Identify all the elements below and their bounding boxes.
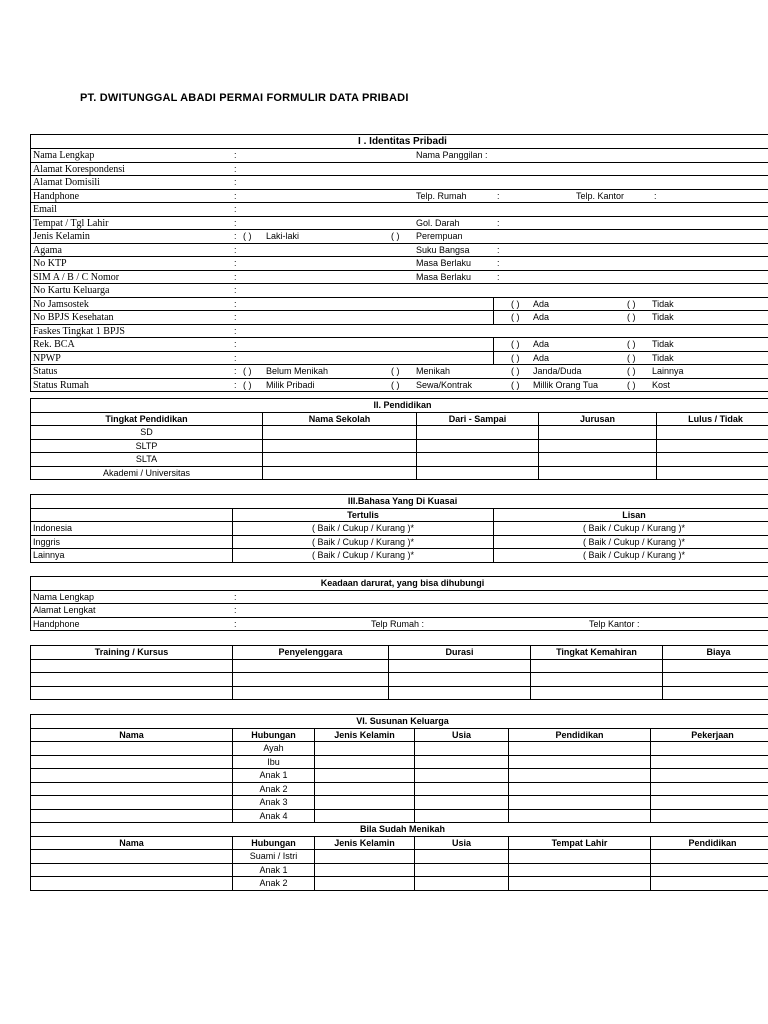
input-cell[interactable] (417, 453, 539, 467)
input-cell[interactable] (509, 769, 651, 783)
label-masa-berlaku: Masa Berlaku (416, 258, 472, 268)
colon: : (497, 271, 500, 282)
label-kk: No Kartu Keluarga (33, 285, 110, 296)
input-cell[interactable] (657, 453, 768, 467)
checkbox-tidak[interactable]: ( ) (627, 312, 636, 322)
col-lisan: Lisan (494, 508, 768, 522)
col-nama: Nama (31, 728, 233, 742)
input-cell[interactable] (415, 782, 509, 796)
input-cell[interactable] (31, 850, 233, 864)
training-table (30, 645, 768, 700)
input-cell[interactable] (31, 863, 233, 877)
label-tidak: Tidak (652, 352, 674, 363)
label-status-rumah: Status Rumah (33, 379, 89, 391)
row-npwp[interactable] (31, 351, 768, 365)
colon: : (234, 366, 237, 376)
row-ktp[interactable] (31, 257, 768, 271)
rel-suami-istri: Suami / Istri (233, 850, 315, 864)
colon: : (234, 298, 237, 309)
colon: : (234, 312, 237, 322)
section-2-header: II. Pendidikan (31, 399, 768, 413)
colon: : (234, 231, 237, 241)
input-cell[interactable] (263, 439, 417, 453)
input-cell[interactable] (663, 686, 768, 700)
label-alamat-domisili: Alamat Domisili (33, 177, 100, 188)
label-darurat-telp-rumah: Telp Rumah : (371, 618, 425, 629)
colon: : (497, 190, 500, 201)
input-cell[interactable] (315, 742, 415, 756)
label-kost: Kost (652, 379, 671, 390)
label-jenis-kelamin: Jenis Kelamin (33, 231, 90, 242)
input-cell[interactable] (415, 877, 509, 891)
input-cell[interactable] (651, 755, 768, 769)
scale-tertulis[interactable]: ( Baik / Cukup / Kurang )* (233, 535, 494, 549)
input-cell[interactable] (651, 769, 768, 783)
input-cell[interactable] (315, 769, 415, 783)
input-cell[interactable] (31, 769, 233, 783)
label-lainnya: Lainnya (652, 366, 684, 376)
input-cell[interactable] (263, 466, 417, 480)
colon: : (234, 285, 237, 295)
input-cell[interactable] (315, 850, 415, 864)
label-menikah: Menikah (416, 366, 451, 376)
colon: : (234, 204, 237, 214)
col-biaya: Biaya (663, 646, 768, 660)
row-sim[interactable] (31, 270, 768, 284)
lang-lainnya: Lainnya (31, 549, 233, 563)
input-cell[interactable] (509, 863, 651, 877)
colon: : (234, 177, 237, 187)
colon: : (497, 217, 500, 228)
label-ktp: No KTP (33, 258, 67, 269)
input-cell[interactable] (509, 877, 651, 891)
input-cell[interactable] (233, 673, 389, 687)
section-4-header: Keadaan darurat, yang bisa dihubungi (31, 577, 768, 591)
row-jamsostek[interactable] (31, 297, 768, 311)
colon: : (497, 244, 500, 255)
input-cell[interactable] (233, 659, 389, 673)
input-cell[interactable] (651, 850, 768, 864)
row-rek-bca[interactable] (31, 338, 768, 352)
checkbox-sewa[interactable]: ( ) (391, 379, 400, 390)
input-cell[interactable] (31, 673, 233, 687)
checkbox-milik-ortu[interactable]: ( ) (511, 379, 520, 390)
row-handphone[interactable] (31, 189, 768, 203)
section-1-header: I . Identitas Pribadi (31, 135, 768, 149)
keluarga-table (30, 714, 768, 891)
checkbox-lainnya[interactable]: ( ) (627, 366, 636, 376)
colon: : (234, 352, 237, 363)
checkbox-tidak[interactable]: ( ) (627, 352, 636, 363)
input-cell[interactable] (31, 877, 233, 891)
level-slta: SLTA (31, 453, 263, 467)
input-cell[interactable] (539, 466, 657, 480)
label-telp-rumah: Telp. Rumah (416, 190, 467, 201)
row-darurat-alamat[interactable] (31, 604, 768, 618)
colon: : (234, 163, 237, 174)
input-cell[interactable] (509, 742, 651, 756)
bahasa-table (30, 494, 768, 563)
input-cell[interactable] (509, 782, 651, 796)
input-cell[interactable] (417, 466, 539, 480)
married-header: Bila Sudah Menikah (31, 823, 768, 837)
input-cell[interactable] (415, 769, 509, 783)
input-cell[interactable] (509, 796, 651, 810)
col-usia: Usia (415, 836, 509, 850)
label-handphone: Handphone (33, 190, 80, 202)
colon: : (497, 258, 500, 268)
form-title: PT. DWITUNGGAL ABADI PERMAI FORMULIR DATA PRIBADI (80, 92, 409, 104)
input-cell[interactable] (389, 659, 531, 673)
col-penyelenggara: Penyelenggara (233, 646, 389, 660)
scale-lisan[interactable]: ( Baik / Cukup / Kurang )* (494, 522, 768, 536)
label-tidak: Tidak (652, 339, 674, 349)
checkbox-laki[interactable]: ( ) (243, 231, 252, 241)
colon: : (234, 244, 237, 255)
col-tempat-lahir: Tempat Lahir (509, 836, 651, 850)
label-janda-duda: Janda/Duda (533, 366, 582, 376)
input-cell[interactable] (389, 673, 531, 687)
input-cell[interactable] (415, 863, 509, 877)
col-jenis-kelamin: Jenis Kelamin (315, 728, 415, 742)
label-suku: Suku Bangsa (416, 244, 470, 255)
colon: : (234, 150, 237, 160)
input-cell[interactable] (663, 659, 768, 673)
col-nama-sekolah: Nama Sekolah (263, 412, 417, 426)
input-cell[interactable] (389, 686, 531, 700)
col-training: Training / Kursus (31, 646, 233, 660)
input-cell[interactable] (31, 782, 233, 796)
input-cell[interactable] (263, 426, 417, 440)
rel-anak-1: Anak 1 (233, 863, 315, 877)
checkbox-kost[interactable]: ( ) (627, 379, 636, 390)
checkbox-milik-pribadi[interactable]: ( ) (243, 379, 252, 390)
lang-inggris: Inggris (31, 535, 233, 549)
label-tidak: Tidak (652, 312, 674, 322)
row-agama[interactable] (31, 243, 768, 257)
label-status: Status (33, 366, 58, 377)
colon: : (654, 190, 657, 201)
input-cell[interactable] (531, 686, 663, 700)
scale-tertulis[interactable]: ( Baik / Cukup / Kurang )* (233, 549, 494, 563)
rel-anak-3: Anak 3 (233, 796, 315, 810)
input-cell[interactable] (31, 755, 233, 769)
row-bpjs[interactable] (31, 311, 768, 325)
level-akademi: Akademi / Universitas (31, 466, 263, 480)
label-perempuan: Perempuan (416, 231, 463, 241)
input-cell[interactable] (315, 755, 415, 769)
empty-cell (31, 508, 233, 522)
label-milik-pribadi: Milik Pribadi (266, 379, 315, 390)
label-email: Email (33, 204, 57, 215)
label-bpjs: No BPJS Kesehatan (33, 312, 114, 323)
section-3-header: III.Bahasa Yang Di Kuasai (31, 495, 768, 509)
identitas-pribadi-table (30, 134, 768, 392)
label-jamsostek: No Jamsostek (33, 298, 89, 310)
input-cell[interactable] (657, 439, 768, 453)
scale-lisan[interactable]: ( Baik / Cukup / Kurang )* (494, 535, 768, 549)
row-alamat-korespondensi[interactable] (31, 162, 768, 176)
section-6-header: VI. Susunan Keluarga (31, 715, 768, 729)
input-cell[interactable] (263, 453, 417, 467)
colon: : (234, 190, 237, 201)
input-cell[interactable] (417, 426, 539, 440)
row-darurat-nama[interactable] (31, 590, 768, 604)
label-alamat-korespondensi: Alamat Korespondensi (33, 163, 125, 175)
input-cell[interactable] (415, 809, 509, 823)
input-cell[interactable] (539, 426, 657, 440)
col-pendidikan: Pendidikan (509, 728, 651, 742)
colon: : (234, 591, 237, 602)
row-faskes[interactable] (31, 324, 768, 338)
col-hubungan: Hubungan (233, 836, 315, 850)
label-darurat-telp-kantor: Telp Kantor : (589, 618, 640, 629)
input-cell[interactable] (651, 796, 768, 810)
col-hubungan: Hubungan (233, 728, 315, 742)
input-cell[interactable] (31, 809, 233, 823)
lang-indonesia: Indonesia (31, 522, 233, 536)
checkbox-tidak[interactable]: ( ) (627, 339, 636, 349)
input-cell[interactable] (415, 850, 509, 864)
colon: : (234, 217, 237, 228)
colon: : (234, 339, 237, 349)
checkbox-ada[interactable]: ( ) (511, 339, 520, 349)
label-ttl: Tempat / Tgl Lahir (33, 217, 109, 229)
label-nama-lengkap: Nama Lengkap (33, 150, 95, 161)
input-cell[interactable] (531, 673, 663, 687)
checkbox-perempuan[interactable]: ( ) (391, 231, 400, 241)
input-cell[interactable] (539, 453, 657, 467)
rel-anak-1: Anak 1 (233, 769, 315, 783)
col-pekerjaan: Pekerjaan (651, 728, 768, 742)
checkbox-ada[interactable]: ( ) (511, 298, 520, 309)
col-pendidikan: Pendidikan (651, 836, 768, 850)
label-gol-darah: Gol. Darah (416, 217, 460, 228)
rel-anak-2: Anak 2 (233, 782, 315, 796)
col-dari-sampai: Dari - Sampai (417, 412, 539, 426)
input-cell[interactable] (417, 439, 539, 453)
darurat-table (30, 576, 768, 631)
input-cell[interactable] (233, 686, 389, 700)
input-cell[interactable] (315, 877, 415, 891)
row-jenis-kelamin[interactable] (31, 230, 768, 244)
label-milik-ortu: Millik Orang Tua (533, 379, 599, 390)
checkbox-menikah[interactable]: ( ) (391, 366, 400, 376)
input-cell[interactable] (31, 686, 233, 700)
label-sewa: Sewa/Kontrak (416, 379, 473, 390)
input-cell[interactable] (415, 742, 509, 756)
colon: : (234, 271, 237, 282)
input-cell[interactable] (663, 673, 768, 687)
row-status-rumah[interactable] (31, 378, 768, 392)
label-telp-kantor: Telp. Kantor (576, 190, 625, 201)
label-laki: Laki-laki (266, 231, 300, 241)
col-tingkat: Tingkat Pendidikan (31, 412, 263, 426)
input-cell[interactable] (415, 796, 509, 810)
input-cell[interactable] (509, 755, 651, 769)
checkbox-ada[interactable]: ( ) (511, 352, 520, 363)
label-faskes: Faskes Tingkat 1 BPJS (33, 325, 125, 337)
col-usia: Usia (415, 728, 509, 742)
scale-tertulis[interactable]: ( Baik / Cukup / Kurang )* (233, 522, 494, 536)
checkbox-belum-menikah[interactable]: ( ) (243, 366, 252, 376)
input-cell[interactable] (539, 439, 657, 453)
label-ada: Ada (533, 312, 550, 322)
input-cell[interactable] (315, 782, 415, 796)
row-status[interactable] (31, 365, 768, 379)
label-npwp: NPWP (33, 352, 61, 364)
rel-anak-4: Anak 4 (233, 809, 315, 823)
input-cell[interactable] (651, 742, 768, 756)
checkbox-tidak[interactable]: ( ) (627, 298, 636, 309)
rel-ibu: Ibu (233, 755, 315, 769)
label-ada: Ada (533, 298, 550, 309)
label-agama: Agama (33, 244, 62, 256)
colon: : (234, 325, 237, 336)
rel-anak-2: Anak 2 (233, 877, 315, 891)
input-cell[interactable] (31, 796, 233, 810)
input-cell[interactable] (651, 863, 768, 877)
col-lulus: Lulus / Tidak (657, 412, 768, 426)
scale-lisan[interactable]: ( Baik / Cukup / Kurang )* (494, 549, 768, 563)
input-cell[interactable] (657, 466, 768, 480)
label-rek-bca: Rek. BCA (33, 339, 75, 350)
level-sltp: SLTP (31, 439, 263, 453)
label-ada: Ada (533, 352, 550, 363)
input-cell[interactable] (509, 850, 651, 864)
col-jenis-kelamin: Jenis Kelamin (315, 836, 415, 850)
input-cell[interactable] (31, 659, 233, 673)
col-tertulis: Tertulis (233, 508, 494, 522)
input-cell[interactable] (531, 659, 663, 673)
row-darurat-hp[interactable] (31, 617, 768, 631)
rel-ayah: Ayah (233, 742, 315, 756)
label-belum-menikah: Belum Menikah (266, 366, 329, 376)
row-ttl[interactable] (31, 216, 768, 230)
row-email[interactable] (31, 203, 768, 217)
label-nama-panggilan: Nama Panggilan : (416, 150, 488, 160)
col-jurusan: Jurusan (539, 412, 657, 426)
input-cell[interactable] (315, 796, 415, 810)
row-nama-lengkap[interactable] (31, 149, 768, 163)
col-durasi: Durasi (389, 646, 531, 660)
label-sim: SIM A / B / C Nomor (33, 271, 120, 283)
row-alamat-domisili[interactable] (31, 176, 768, 190)
colon: : (234, 605, 237, 615)
label-ada: Ada (533, 339, 550, 349)
checkbox-janda-duda[interactable]: ( ) (511, 366, 520, 376)
label-darurat-hp: Handphone (33, 618, 80, 629)
input-cell[interactable] (31, 742, 233, 756)
input-cell[interactable] (315, 863, 415, 877)
row-kk[interactable] (31, 284, 768, 298)
input-cell[interactable] (509, 809, 651, 823)
input-cell[interactable] (651, 782, 768, 796)
label-darurat-alamat: Alamat Lengkat (33, 605, 96, 615)
colon: : (234, 258, 237, 268)
col-nama: Nama (31, 836, 233, 850)
colon: : (234, 379, 237, 390)
input-cell[interactable] (315, 809, 415, 823)
level-sd: SD (31, 426, 263, 440)
input-cell[interactable] (657, 426, 768, 440)
checkbox-ada[interactable]: ( ) (511, 312, 520, 322)
label-masa-berlaku: Masa Berlaku (416, 271, 472, 282)
input-cell[interactable] (415, 755, 509, 769)
pendidikan-table (30, 398, 768, 480)
colon: : (234, 618, 237, 629)
input-cell[interactable] (651, 809, 768, 823)
input-cell[interactable] (651, 877, 768, 891)
col-kemahiran: Tingkat Kemahiran (531, 646, 663, 660)
label-tidak: Tidak (652, 298, 674, 309)
label-darurat-nama: Nama Lengkap (33, 591, 95, 602)
